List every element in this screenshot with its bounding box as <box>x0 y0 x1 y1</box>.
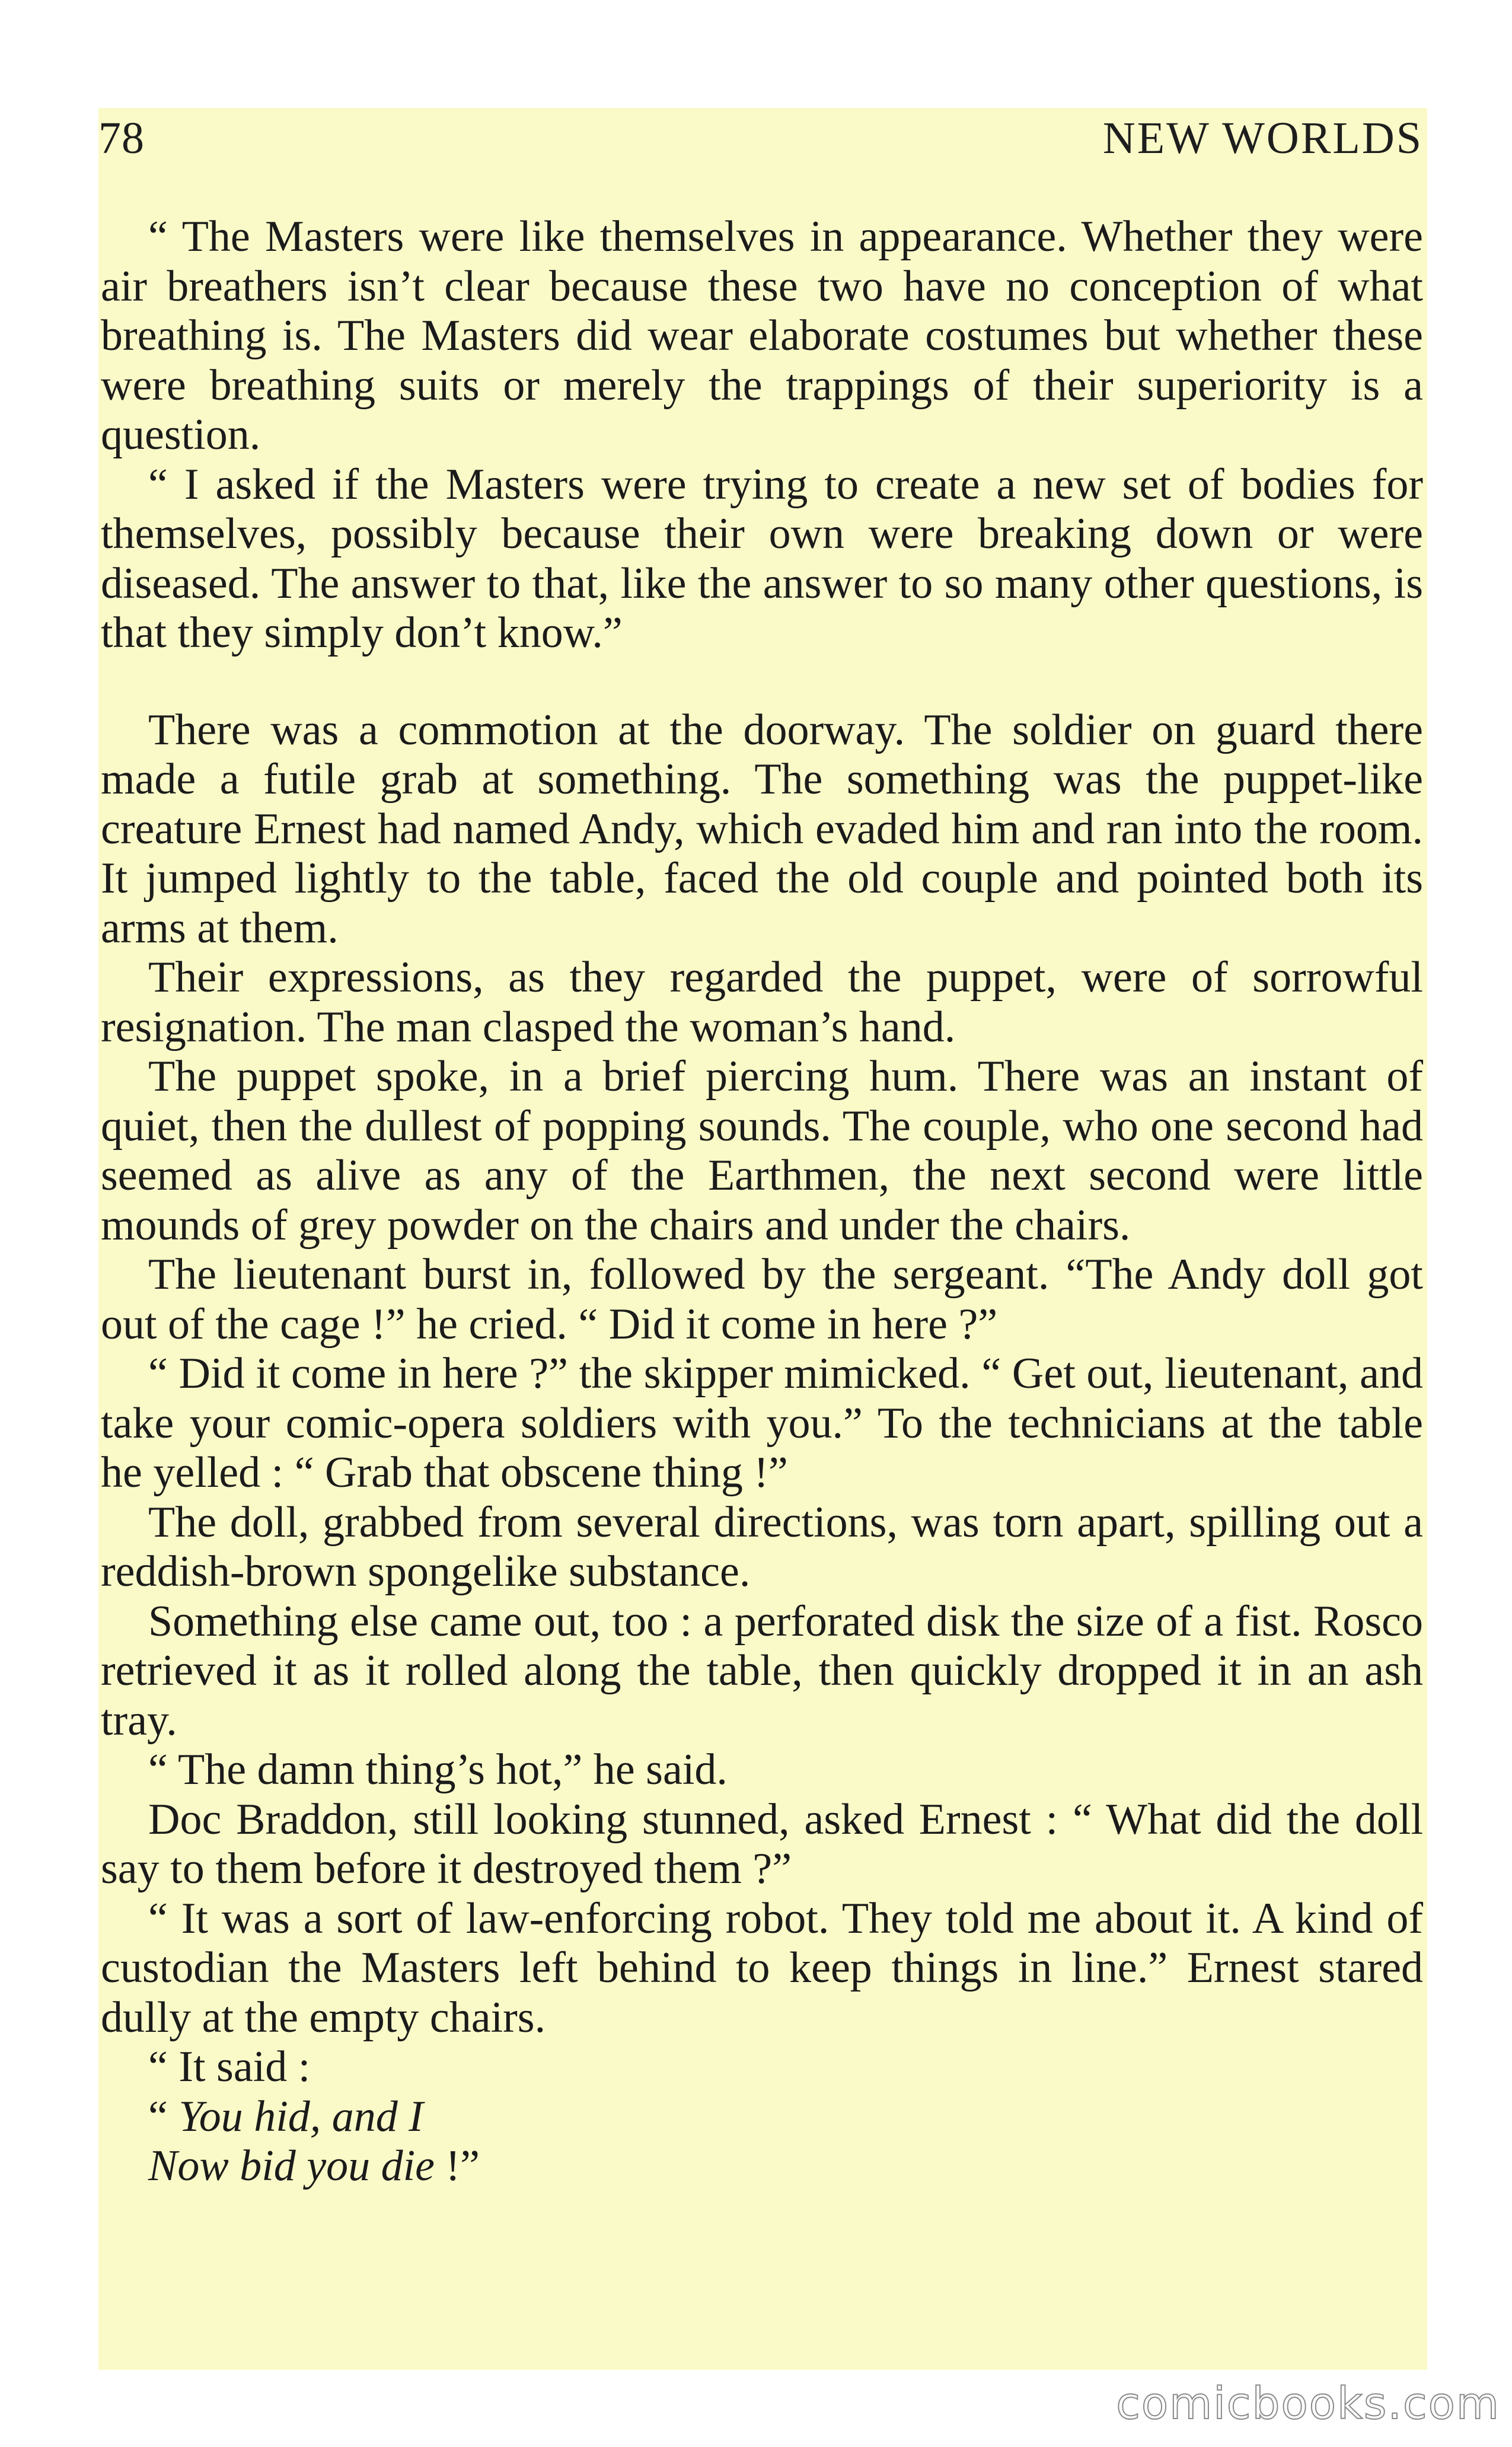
paragraph: “ The damn thing’s hot,” he said. <box>148 1745 728 1794</box>
running-title: NEW WORLDS <box>1102 113 1423 163</box>
paragraph: “ It said : <box>148 2043 311 2091</box>
page-number: 78 <box>98 113 145 163</box>
verse-line <box>148 2142 1423 2191</box>
verse-line <box>148 2092 1423 2142</box>
verse-close-quote: !” <box>435 2142 480 2190</box>
paragraph: “ The Masters were like themselves in appearance. Whether they were air breathers isn’t clear because these two have no conception of what breathing is. The Masters did wear elaborate costumes but whether these were breathing suits or merely the trappings of their superiority is a question. <box>101 212 1423 459</box>
verse <box>101 2092 1423 2191</box>
verse-open-quote: “ <box>148 2092 179 2141</box>
body-text <box>101 212 1423 2191</box>
paragraph: “ Did it come in here ?” the skipper mimicked. “ Get out, lieutenant, and take your comic-opera soldiers with you.” To the technicians at the table he yelled : “ Grab that obscene thing !” <box>101 1349 1423 1497</box>
paragraph: The lieutenant burst in, followed by the sergeant. “The Andy doll got out of the cage !” he cried. “ Did it come in here ?” <box>101 1250 1423 1349</box>
page-header <box>98 113 1423 178</box>
watermark: comicbooks.com <box>1116 2378 1500 2429</box>
paragraph: Doc Braddon, still looking stunned, asked Ernest : “ What did the doll say to them before it destroyed them ?” <box>101 1795 1423 1893</box>
paragraph: “ I asked if the Masters were trying to create a new set of bodies for themselves, possibly because their own were breaking down or were diseased. The answer to that, like the answer to so many other questions, is that they simply don’t know.” <box>101 460 1423 657</box>
paragraph: The doll, grabbed from several directions, was torn apart, spilling out a reddish-brown spongelike substance. <box>101 1497 1423 1596</box>
verse-line-2: Now bid you die <box>148 2142 435 2190</box>
paragraph: “ It was a sort of law-enforcing robot. They told me about it. A kind of custodian the Masters left behind to keep things in line.” Ernest stared dully at the empty chairs. <box>101 1894 1423 2042</box>
verse-line-1: You hid, and I <box>178 2092 423 2141</box>
paragraph: The puppet spoke, in a brief piercing hum. There was an instant of quiet, then the dullest of popping sounds. The couple, who one second had seemed as alive as any of the Earthmen, the next second were little mounds of grey powder on the chairs and under the chairs. <box>101 1052 1423 1250</box>
paragraph: There was a commotion at the doorway. The soldier on guard there made a futile grab at something. The something was the puppet-like creature Ernest had named Andy, which evaded him and ran into the room. It jumped lightly to the table, faced the old couple and pointed both its arms at them. <box>101 705 1423 952</box>
paragraph: Their expressions, as they regarded the puppet, were of sorrowful resignation. The man clasped the woman’s hand. <box>101 953 1423 1052</box>
paragraph: Something else came out, too : a perforated disk the size of a fist. Rosco retrieved it as it rolled along the table, then quickly dropped it in an ash tray. <box>101 1597 1423 1745</box>
